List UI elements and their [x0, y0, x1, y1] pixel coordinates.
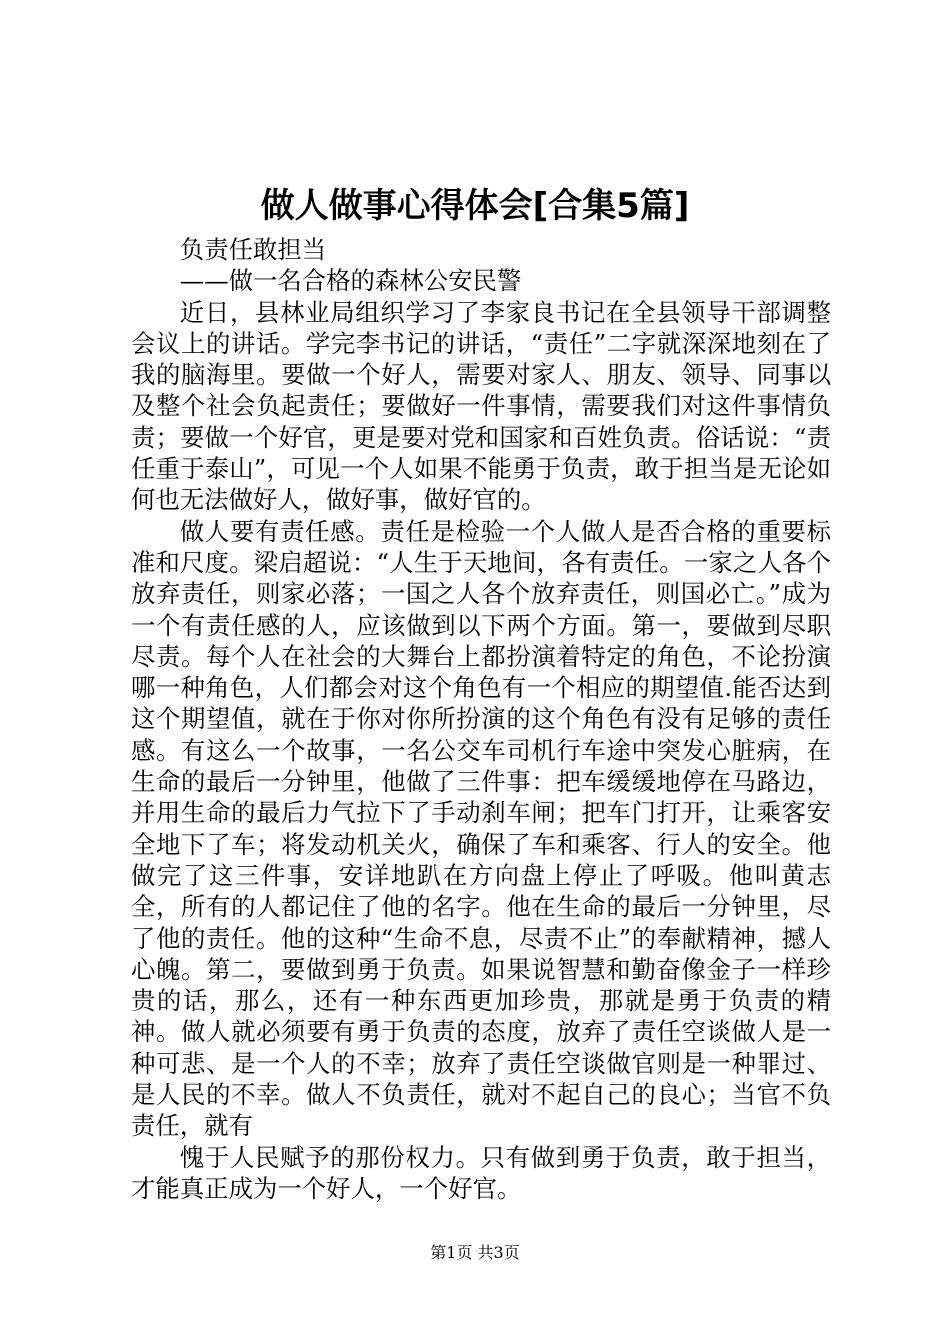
section-heading: 负责任敢担当 [179, 235, 327, 264]
section-subheading: ——做一名合格的森林公安民警 [179, 266, 522, 296]
body-paragraph: 近日，县林业局组织学习了李家良书记在全县领导干部调整会议上的讲话。学完李书记的讲话，“责任”二字就深深地刻在了我的脑海里。要做一个好人，需要对家人、朋友、领导、同事以及整个社会负起责任；要做好一件事情，需要我们对这件事情负责；要做一个好官，更是要对党和国家和百姓负责。俗话说：“责任重于泰山”，可见一个人如果不能勇于负责，敢于担当是无论如何也无法做好人，做好事，做好官的。 [131, 297, 831, 515]
body-paragraph: 做人要有责任感。责任是检验一个人做人是否合格的重要标准和尺度。梁启超说：“人生于天地间，各有责任。一家之人各个放弃责任，则家必落；一国之人各个放弃责任，则国必亡。”成为一个有责任感的人，应该做到以下两个方面。第一，要做到尽职尽责。每个人在社会的大舞台上都扮演着特定的角色，不论扮演哪一种角色，人们都会对这个角色有一个相应的期望值.能否达到这个期望值，就在于你对你所扮演的这个角色有没有足够的责任感。有这么一个故事，一名公交车司机行车途中突发心脏病，在生命的最后一分钟里，他做了三件事：把车缓缓地停在马路边，并用生命的最后力气拉下了手动刹车闸；把车门打开，让乘客安全地下了车；将发动机关火，确保了车和乘客、行人的安全。他做完了这三件事，安详地趴在方向盘上停止了呼吸。他叫黄志全，所有的人都记住了他的名字。他在生命的最后一分钟里，尽了他的责任。他的这种“生命不息，尽责不止”的奉献精神，撼人心魄。第二，要做到勇于负责。如果说智慧和勤奋像金子一样珍贵的话，那么，还有一种东西更加珍贵，那就是勇于负责的精神。做人就必须要有勇于负责的态度，放弃了责任空谈做人是一种可悲、是一个人的不幸；放弃了责任空谈做官则是一种罪过、是人民的不幸。做人不负责任，就对不起自己的良心；当官不负责任，就有 [131, 516, 831, 1141]
page-number-footer: 第1页 共3页 [430, 1243, 520, 1262]
document-title: 做人做事心得体会[合集5篇] [260, 186, 690, 226]
body-paragraph: 愧于人民赋予的那份权力。只有做到勇于负责，敢于担当，才能真正成为一个好人，一个好官。 [131, 1142, 831, 1203]
document-body [131, 234, 831, 1204]
